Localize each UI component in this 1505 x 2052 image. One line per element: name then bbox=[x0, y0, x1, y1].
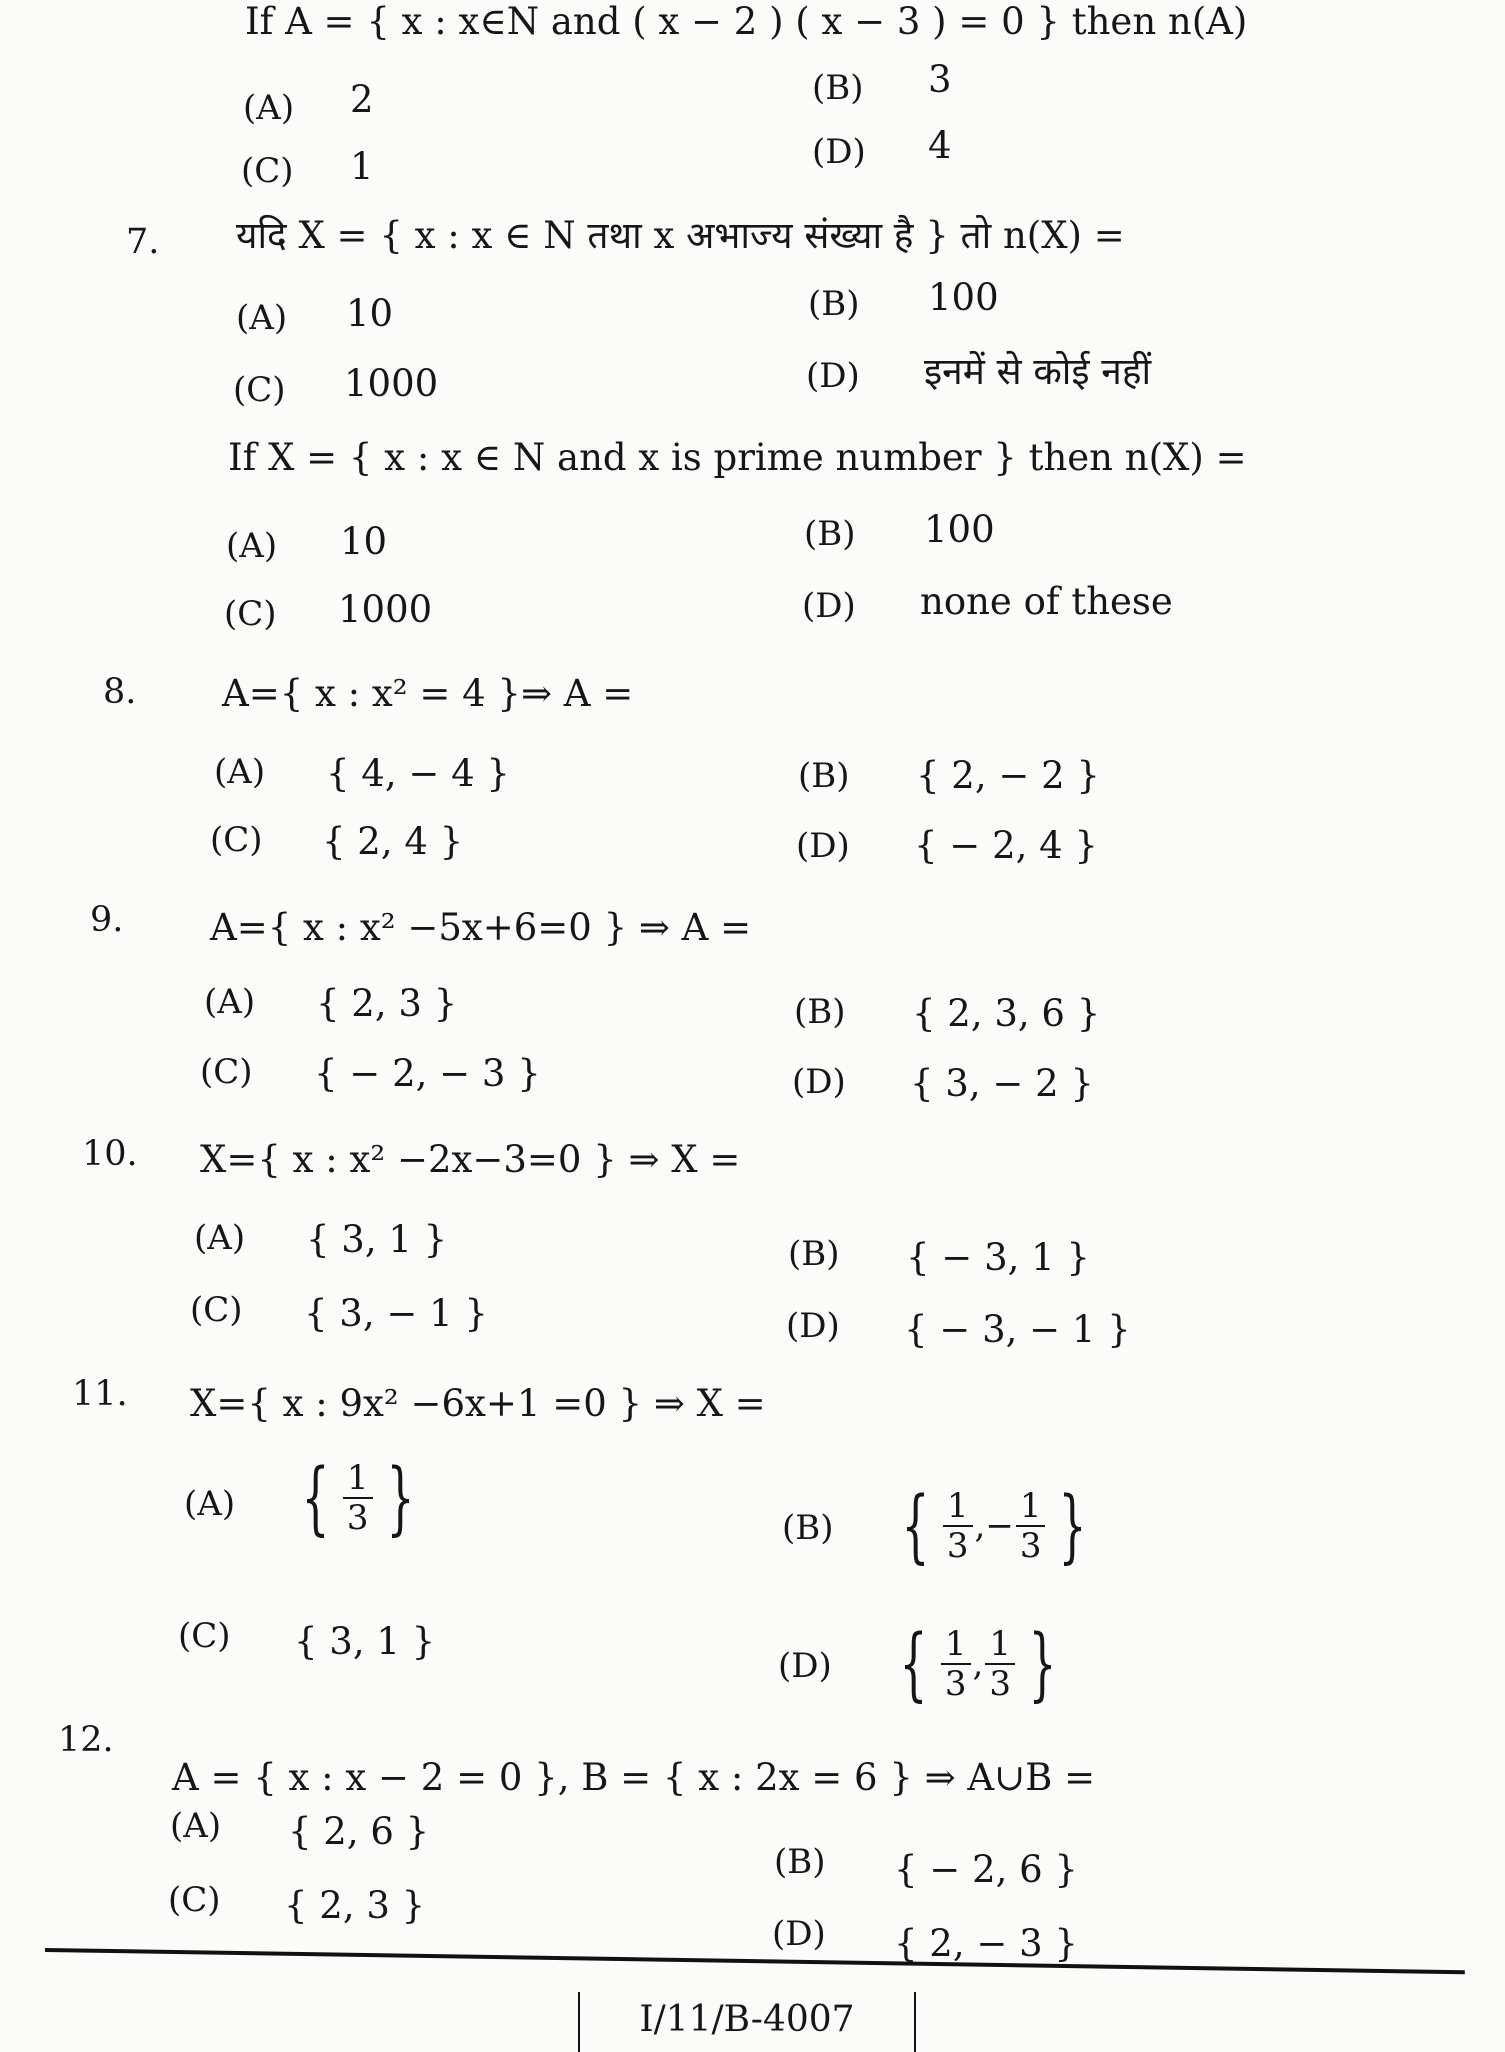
option-value: { 2, − 3 } bbox=[894, 1922, 1078, 1965]
option-value: { 3, 1 } bbox=[294, 1620, 436, 1663]
option-label: (B) bbox=[774, 1842, 826, 1882]
question-9-text: A={ x : x² −5x+6=0 } ⇒ A = bbox=[210, 906, 752, 949]
option-label: (A) bbox=[214, 752, 266, 792]
option-label: (B) bbox=[788, 1234, 840, 1274]
option-value: { 3, − 2 } bbox=[910, 1062, 1094, 1105]
question-12-text: A = { x : x − 2 = 0 }, B = { x : 2x = 6 } ⇒ A∪B = bbox=[172, 1756, 1096, 1799]
option-value: 10 bbox=[346, 292, 394, 335]
fraction: 1 3 bbox=[985, 1625, 1015, 1703]
option-value: { 2, 3 } bbox=[316, 982, 458, 1025]
option-label: (C) bbox=[210, 820, 263, 860]
option-label: (B) bbox=[804, 514, 856, 554]
option-label: (D) bbox=[772, 1914, 826, 1954]
question-10-text: X={ x : x² −2x−3=0 } ⇒ X = bbox=[200, 1138, 741, 1181]
option-value: 2 bbox=[350, 78, 374, 121]
option-value: { − 3, − 1 } bbox=[904, 1308, 1131, 1351]
option-label: (B) bbox=[798, 756, 850, 796]
option-value: { 2, 3 } bbox=[284, 1884, 426, 1927]
option-value: 100 bbox=[928, 276, 999, 319]
option-value: 1000 bbox=[338, 588, 433, 631]
question-7-english-text: If X = { x : x ∈ N and x is prime number } then n(X) = bbox=[228, 436, 1247, 479]
question-number: 8. bbox=[103, 672, 137, 712]
option-label: (A) bbox=[204, 982, 256, 1022]
option-value: { 2, 3, 6 } bbox=[912, 992, 1101, 1035]
option-label: (C) bbox=[233, 370, 286, 410]
option-value: { − 2, − 3 } bbox=[314, 1052, 541, 1095]
question-7-hindi-text: यदि X = { x : x ∈ N तथा x अभाज्य संख्या है } तो n(X) = bbox=[236, 214, 1125, 257]
footer-divider bbox=[45, 1948, 1465, 1974]
option-label: (A) bbox=[184, 1484, 236, 1524]
option-label: (C) bbox=[178, 1616, 231, 1656]
question-number: 7. bbox=[126, 222, 160, 262]
question-8-text: A={ x : x² = 4 }⇒ A = bbox=[222, 672, 634, 715]
option-value: 10 bbox=[340, 520, 388, 563]
option-value: इनमें से कोई नहीं bbox=[924, 350, 1152, 393]
option-value-fraction-set: { 1 3 , 1 3 } bbox=[899, 1617, 1057, 1710]
option-value: { − 2, 6 } bbox=[894, 1848, 1078, 1891]
option-value: { 2, 4 } bbox=[322, 820, 464, 863]
option-label: (C) bbox=[224, 594, 277, 634]
option-label: (C) bbox=[241, 151, 294, 191]
question-number: 9. bbox=[90, 900, 124, 940]
page-code: I/11/B-4007 bbox=[578, 1992, 916, 2052]
option-label: (B) bbox=[782, 1508, 834, 1548]
option-label: (D) bbox=[812, 132, 866, 172]
option-value: { − 2, 4 } bbox=[914, 824, 1098, 867]
option-value: none of these bbox=[920, 580, 1173, 623]
option-label: (B) bbox=[794, 992, 846, 1032]
fraction: 1 3 bbox=[343, 1459, 373, 1537]
option-value: { 4, − 4 } bbox=[326, 752, 510, 795]
question-number: 11. bbox=[72, 1374, 128, 1414]
question-number: 12. bbox=[58, 1720, 114, 1760]
fraction: $\frac{1}{3}$ bbox=[1016, 1487, 1046, 1565]
question-11-text: X={ x : 9x² −6x+1 =0 } ⇒ X = bbox=[190, 1382, 766, 1425]
option-label: (C) bbox=[200, 1052, 253, 1092]
option-value: 1000 bbox=[344, 362, 439, 405]
question-6-text: If A = { x : x∈N and ( x − 2 ) ( x − 3 ) = 0 } then n(A) bbox=[245, 0, 1248, 43]
option-value: 100 bbox=[924, 508, 995, 551]
option-label: (C) bbox=[190, 1290, 243, 1330]
option-value: { 3, 1 } bbox=[306, 1218, 448, 1261]
option-value: 3 bbox=[928, 58, 952, 101]
option-value-fraction-set: { 1 3 ,− $\frac{1}{3}$ } bbox=[901, 1479, 1087, 1572]
fraction: 1 3 bbox=[943, 1487, 973, 1565]
option-label: (D) bbox=[792, 1062, 846, 1102]
option-label: (A) bbox=[170, 1806, 222, 1846]
option-label: (D) bbox=[796, 826, 850, 866]
option-value: { − 3, 1 } bbox=[906, 1236, 1090, 1279]
fraction: 1 3 bbox=[941, 1625, 971, 1703]
option-label: (D) bbox=[806, 356, 860, 396]
option-value: { 2, − 2 } bbox=[916, 754, 1100, 797]
option-label: (D) bbox=[778, 1646, 832, 1686]
question-number: 10. bbox=[82, 1134, 138, 1174]
option-label: (C) bbox=[168, 1880, 221, 1920]
option-label: (B) bbox=[812, 68, 864, 108]
option-label: (A) bbox=[243, 88, 295, 128]
option-value: 1 bbox=[350, 145, 374, 188]
option-label: (A) bbox=[236, 298, 288, 338]
option-value: { 2, 6 } bbox=[288, 1810, 430, 1853]
option-label: (A) bbox=[194, 1218, 246, 1258]
option-value-fraction-set: { 1 3 } bbox=[301, 1451, 414, 1544]
option-label: (A) bbox=[226, 526, 278, 566]
option-value: { 3, − 1 } bbox=[304, 1292, 488, 1335]
option-label: (D) bbox=[802, 586, 856, 626]
option-label: (D) bbox=[786, 1306, 840, 1346]
option-label: (B) bbox=[808, 284, 860, 324]
option-value: 4 bbox=[928, 124, 952, 167]
